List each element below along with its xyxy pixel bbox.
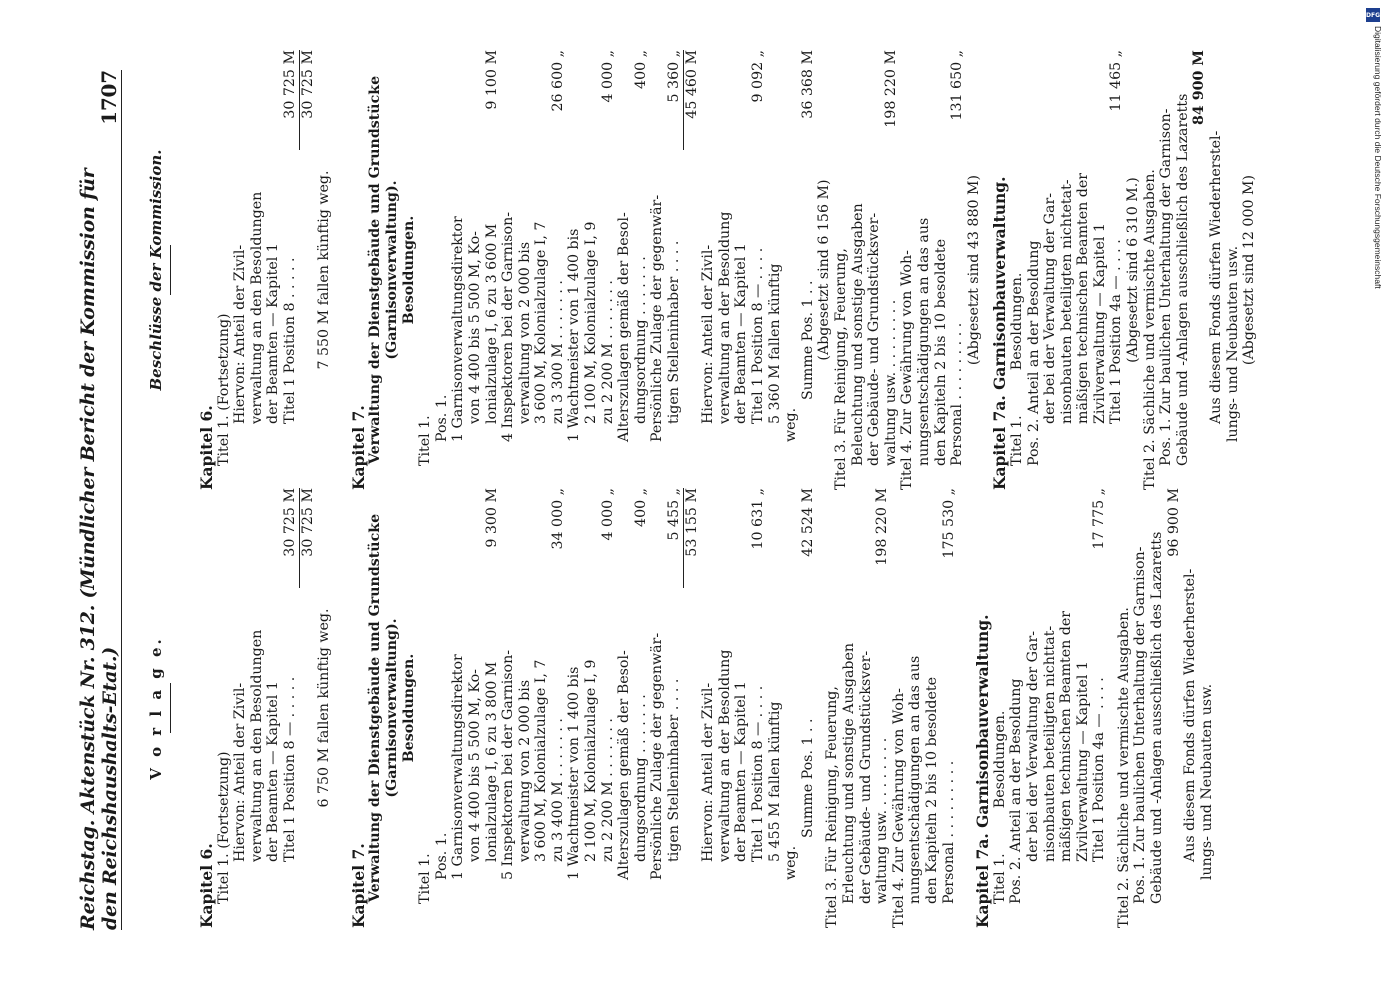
document-line bbox=[1042, 50, 1059, 490]
line-text: verwaltung von 2 000 bis bbox=[516, 241, 533, 424]
line-text: den Kapiteln 2 bis 10 besoldete bbox=[923, 676, 940, 904]
amount: 198 220 M bbox=[882, 50, 899, 128]
amount: 10 631 „ bbox=[750, 488, 766, 550]
line-text: Titel 1. bbox=[417, 853, 434, 904]
line-text: Besoldungen. bbox=[400, 653, 417, 763]
line-text: zu 2 200 M . . . . . . . bbox=[599, 280, 616, 424]
line-text: dungsordnung . . . . . . . bbox=[632, 694, 649, 862]
document-line bbox=[683, 488, 701, 928]
document-line bbox=[1142, 50, 1159, 490]
line-text: Hiervon: Anteil der Zivil- bbox=[700, 682, 717, 862]
document-line bbox=[1166, 488, 1183, 928]
line-text: Titel 1 Position 4a — . . . . bbox=[1108, 239, 1125, 424]
document-line bbox=[1025, 488, 1042, 928]
line-text: Persönliche Zulage der gegenwär- bbox=[649, 632, 666, 880]
amount: 400 „ bbox=[632, 50, 649, 89]
line-text: Verwaltung der Dienstgebäude und Grundstücke bbox=[367, 513, 384, 903]
amount: 26 600 „ bbox=[549, 50, 566, 112]
document-line bbox=[616, 488, 633, 928]
document-line bbox=[899, 50, 916, 490]
page-header bbox=[77, 70, 122, 930]
document-line bbox=[649, 50, 666, 490]
amount: 400 „ bbox=[632, 488, 649, 527]
line-text: nungsentschädigungen an das aus bbox=[915, 217, 932, 466]
document-line bbox=[401, 488, 418, 928]
line-text: weg. bbox=[783, 407, 800, 442]
line-text: der Beamten — Kapitel 1 bbox=[733, 681, 750, 862]
document-line bbox=[1058, 488, 1075, 928]
line-text: Summe Pos. 1 . . bbox=[799, 280, 816, 400]
document-line bbox=[1075, 50, 1092, 490]
line-text: Titel 2. Sächliche und vermischte Ausgaben. bbox=[1115, 607, 1132, 928]
line-text: Alterszulagen gemäß der Besol- bbox=[616, 212, 633, 442]
column-title-vorlage: V o r l a g e. bbox=[147, 636, 165, 780]
line-text: 3 600 M, Kolonialzulage I, 7 bbox=[533, 221, 550, 424]
line-text: (Abgesetzt sind 43 880 M) bbox=[965, 174, 982, 366]
line-text: der Gebäude- und Grundstücksver- bbox=[857, 650, 874, 904]
document-line bbox=[633, 50, 650, 490]
document-line bbox=[299, 50, 317, 490]
document-line bbox=[316, 488, 333, 928]
document-line bbox=[583, 488, 600, 928]
line-text: Pos. 1. Zur baulichen Unterhaltung der Garnison- bbox=[1132, 546, 1149, 904]
line-text: 5 360 M fallen künftig bbox=[766, 263, 783, 424]
line-spacer bbox=[957, 488, 965, 928]
document-line bbox=[733, 488, 750, 928]
line-text: Kapitel 7. bbox=[348, 843, 368, 928]
line-text: Pos. 1. bbox=[433, 394, 450, 442]
document-line bbox=[833, 50, 850, 490]
document-line bbox=[1008, 488, 1025, 928]
line-text: Kapitel 6. bbox=[197, 843, 216, 928]
document-line bbox=[316, 50, 333, 490]
document-line bbox=[384, 50, 401, 490]
title-divider bbox=[170, 245, 171, 295]
document-line bbox=[800, 488, 817, 928]
document-line bbox=[941, 488, 958, 928]
document-line bbox=[384, 488, 401, 928]
line-text: Pos. 1. bbox=[433, 832, 450, 880]
line-text: Aus diesem Fonds dürfen Wiederherstel- bbox=[1182, 568, 1199, 862]
document-line bbox=[891, 488, 908, 928]
document-line bbox=[232, 50, 249, 490]
chapter-heading bbox=[982, 50, 1009, 490]
line-text: tigen Stelleninhaber . . . . bbox=[666, 678, 683, 862]
line-text: Kapitel 7a. Garnisonbauverwaltung. bbox=[990, 176, 1010, 490]
document-line bbox=[1009, 50, 1026, 490]
line-spacer bbox=[333, 50, 341, 490]
column-beschluesse bbox=[148, 50, 1258, 490]
chapter-heading bbox=[189, 50, 216, 490]
line-text: Kapitel 7. bbox=[348, 405, 368, 490]
line-text: 3 600 M, Kolonialzulage I, 7 bbox=[533, 659, 550, 862]
line-spacer bbox=[1108, 488, 1116, 928]
line-text: Titel 1 Position 4a — . . . . bbox=[1091, 677, 1108, 862]
line-text: Hiervon: Anteil der Zivil- bbox=[700, 244, 717, 424]
document-line bbox=[1132, 488, 1149, 928]
document-line bbox=[517, 50, 534, 490]
line-text: 6 750 M fallen künftig weg. bbox=[316, 608, 333, 808]
amount: 17 775 „ bbox=[1091, 488, 1108, 550]
document-line bbox=[1042, 488, 1059, 928]
line-text: verwaltung an der Besoldung bbox=[716, 649, 733, 862]
line-text: 5 Inspektoren bei der Garnison- bbox=[500, 650, 517, 880]
line-text: Pos. 2. Anteil an der Besoldung bbox=[1025, 240, 1042, 466]
amount: 30 725 M bbox=[281, 488, 298, 557]
document-line bbox=[282, 50, 299, 490]
line-text: 1 Garnisonverwaltungsdirektor bbox=[450, 216, 467, 442]
line-text: Titel 4. Zur Gewährung von Woh- bbox=[890, 688, 907, 928]
line-text: nisonbauten beteiligten nichttat- bbox=[1041, 625, 1058, 862]
document-line bbox=[1182, 488, 1199, 928]
line-text: lungs- und Neubauten usw. bbox=[1198, 683, 1215, 880]
line-text: Titel 3. Für Reinigung, Feuerung, bbox=[824, 686, 841, 928]
line-text: lonialzulage I, 6 zu 3 800 M bbox=[483, 661, 500, 862]
line-text: (Garnisonverwaltung). bbox=[383, 180, 400, 360]
document-line bbox=[216, 50, 233, 490]
line-text: 2 100 M, Kolonialzulage I, 9 bbox=[583, 659, 600, 862]
line-text: Titel 1. bbox=[417, 415, 434, 466]
amount: 131 650 „ bbox=[949, 50, 966, 121]
amount: 11 465 „ bbox=[1108, 50, 1125, 112]
line-text: Hiervon: Anteil der Zivil- bbox=[232, 682, 249, 862]
document-line bbox=[1059, 50, 1076, 490]
header-title: Reichstag. Aktenstück Nr. 312. (Mündlicher Bericht der Kommission für den Reichshaushalts-Etat.) bbox=[77, 168, 121, 930]
document-line bbox=[717, 488, 734, 928]
line-text: von 4 400 bis 5 500 M, Ko- bbox=[466, 669, 483, 862]
document-line bbox=[282, 488, 299, 928]
dfg-logo: DFG bbox=[1366, 8, 1380, 22]
line-text: verwaltung an den Besoldungen bbox=[248, 191, 265, 424]
amount: 30 725 M bbox=[299, 50, 317, 150]
document-line bbox=[1116, 488, 1133, 928]
line-text: (Abgesetzt sind 6 156 M) bbox=[816, 179, 833, 361]
line-text: Zivilverwaltung — Kapitel 1 bbox=[1074, 661, 1091, 862]
line-text: der Beamten — Kapitel 1 bbox=[265, 681, 282, 862]
line-text: Titel 1 Position 8 — . . . . bbox=[750, 247, 766, 424]
amount: 42 524 M bbox=[799, 488, 816, 557]
amount: 96 900 M bbox=[1165, 488, 1182, 557]
line-text: Verwaltung der Dienstgebäude und Grundstücke bbox=[367, 75, 384, 465]
line-text: den Kapiteln 2 bis 10 besoldete bbox=[932, 238, 949, 466]
amount: 5 360 „ bbox=[666, 50, 683, 103]
chapter-heading bbox=[965, 488, 992, 928]
line-text: Pos. 2. Anteil an der Besoldung bbox=[1008, 678, 1025, 904]
line-text: zu 3 300 M . . . . . . . bbox=[549, 280, 566, 424]
document-line bbox=[883, 50, 900, 490]
line-text: Titel 4. Zur Gewährung von Woh- bbox=[899, 250, 916, 490]
document-line bbox=[1175, 50, 1192, 490]
document-line bbox=[450, 50, 467, 490]
line-text: mäßigen technischen Beamten der bbox=[1058, 610, 1075, 862]
line-text: Aus diesem Fonds dürfen Wiederherstel- bbox=[1208, 130, 1225, 424]
column-title-beschluesse: Beschlüsse der Kommission. bbox=[147, 149, 165, 391]
line-spacer bbox=[816, 488, 824, 928]
line-text: Alterszulagen gemäß der Besol- bbox=[616, 650, 633, 880]
document-line bbox=[367, 488, 384, 928]
line-text: Titel 1. (Fortsetzung) bbox=[215, 313, 232, 466]
document-line bbox=[1026, 50, 1043, 490]
document-line bbox=[649, 488, 666, 928]
document-line bbox=[783, 488, 800, 928]
line-text: der Beamten — Kapitel 1 bbox=[265, 243, 282, 424]
document-line bbox=[417, 50, 434, 490]
amount: 53 155 M bbox=[683, 488, 701, 588]
document-line bbox=[816, 50, 833, 490]
line-text: waltung usw. . . . . . . . . bbox=[882, 299, 899, 466]
document-line bbox=[1225, 50, 1242, 490]
amount: 4 000 „ bbox=[599, 488, 616, 541]
line-text: Personal . . . . . . . . . bbox=[940, 760, 957, 904]
document-line bbox=[750, 50, 767, 490]
line-text: waltung usw. . . . . . . . . bbox=[874, 737, 891, 904]
document-line bbox=[1158, 50, 1175, 490]
line-text: Gebäude und -Anlagen ausschließlich des Lazaretts bbox=[1149, 531, 1166, 904]
line-text: Summe Pos. 1 . . bbox=[799, 718, 816, 838]
document-line bbox=[299, 488, 317, 928]
document-line bbox=[992, 488, 1009, 928]
document-line bbox=[401, 50, 418, 490]
amount: 45 460 M bbox=[683, 50, 701, 150]
document-line bbox=[1125, 50, 1142, 490]
line-text: (Abgesetzt sind 6 310 M.) bbox=[1125, 177, 1142, 363]
line-text: zu 2 200 M . . . . . . . bbox=[599, 718, 616, 862]
line-text: 5 455 M fallen künftig bbox=[766, 701, 783, 862]
line-text: der Beamten — Kapitel 1 bbox=[733, 243, 750, 424]
line-text: verwaltung an der Besoldung bbox=[716, 211, 733, 424]
document-line bbox=[500, 50, 517, 490]
document-line bbox=[717, 50, 734, 490]
document-line bbox=[750, 488, 767, 928]
chapter-heading bbox=[189, 488, 216, 928]
document-line bbox=[1108, 50, 1125, 490]
document-line bbox=[767, 488, 784, 928]
line-text: zu 3 400 M . . . . . . . bbox=[549, 718, 566, 862]
document-line bbox=[249, 50, 266, 490]
line-text: der bei der Verwaltung der Gar- bbox=[1024, 630, 1041, 862]
chapter-heading bbox=[341, 488, 368, 928]
document-line bbox=[600, 488, 617, 928]
amount: 198 220 M bbox=[874, 488, 891, 566]
amount: 36 368 M bbox=[799, 50, 816, 119]
document-line bbox=[907, 488, 924, 928]
line-text: dungsordnung . . . . . . . bbox=[632, 256, 649, 424]
line-text: Personal . . . . . . . . . bbox=[949, 322, 966, 466]
line-text: Titel 1. (Fortsetzung) bbox=[215, 751, 232, 904]
document-line bbox=[966, 50, 983, 490]
amount: 9 092 „ bbox=[750, 50, 766, 103]
amount: 9 300 M bbox=[483, 488, 500, 548]
line-text: Titel 1 Position 8 — . . . . . bbox=[281, 676, 298, 862]
document-line bbox=[933, 50, 950, 490]
line-text: Kapitel 6. bbox=[197, 405, 216, 490]
document-line bbox=[1075, 488, 1092, 928]
amount: 4 000 „ bbox=[599, 50, 616, 103]
document-line bbox=[924, 488, 941, 928]
line-text: (Garnisonverwaltung). bbox=[383, 618, 400, 798]
line-text: Hiervon: Anteil der Zivil- bbox=[232, 244, 249, 424]
document-line bbox=[484, 50, 501, 490]
document-line bbox=[600, 50, 617, 490]
line-text: Beleuchtung und sonstige Ausgaben bbox=[849, 203, 866, 466]
line-text: Kapitel 7a. Garnisonbauverwaltung. bbox=[973, 614, 993, 928]
document-line bbox=[866, 50, 883, 490]
document-line bbox=[249, 488, 266, 928]
document-line bbox=[550, 50, 567, 490]
vorlage-lines bbox=[189, 488, 1215, 928]
line-text: der Gebäude- und Grundstücksver- bbox=[866, 212, 883, 466]
document-line bbox=[783, 50, 800, 490]
document-line bbox=[533, 50, 550, 490]
document-line bbox=[874, 488, 891, 928]
line-text: von 4 400 bis 5 500 M, Ko- bbox=[466, 231, 483, 424]
document-line bbox=[858, 488, 875, 928]
line-text: Erleuchtung und sonstige Ausgaben bbox=[840, 642, 857, 904]
document-line bbox=[417, 488, 434, 928]
line-text: Gebäude und -Anlagen ausschließlich des Lazaretts bbox=[1174, 93, 1191, 466]
document-line bbox=[566, 50, 583, 490]
line-text: Persönliche Zulage der gegenwär- bbox=[649, 194, 666, 442]
document-line bbox=[633, 488, 650, 928]
document-line bbox=[949, 50, 966, 490]
line-text: verwaltung an den Besoldungen bbox=[248, 629, 265, 862]
line-text: mäßigen technischen Beamten der bbox=[1075, 172, 1092, 424]
document-line bbox=[1208, 50, 1225, 490]
document-line bbox=[550, 488, 567, 928]
document-line bbox=[467, 50, 484, 490]
line-text: Titel 1. Besoldungen. bbox=[1008, 272, 1025, 466]
line-text: lonialzulage I, 6 zu 3 600 M bbox=[483, 223, 500, 424]
chapter-heading bbox=[341, 50, 368, 490]
document-line bbox=[484, 488, 501, 928]
beschluesse-lines bbox=[189, 50, 1258, 490]
line-text: lungs- und Neubauten usw. bbox=[1224, 245, 1241, 442]
document-line bbox=[841, 488, 858, 928]
document-line bbox=[232, 488, 249, 928]
line-text: 1 Wachtmeister von 1 400 bis bbox=[566, 228, 583, 442]
document-line bbox=[583, 50, 600, 490]
document-line bbox=[1191, 50, 1208, 490]
document-line bbox=[467, 488, 484, 928]
line-spacer bbox=[333, 488, 341, 928]
document-line bbox=[850, 50, 867, 490]
line-text: nungsentschädigungen an das aus bbox=[907, 655, 924, 904]
line-text: Titel 1 Position 8 . . . . . bbox=[281, 257, 298, 424]
page-number: 1707 bbox=[97, 70, 121, 125]
document-line bbox=[767, 50, 784, 490]
amount: 34 000 „ bbox=[549, 488, 566, 550]
document-line bbox=[700, 50, 717, 490]
line-text: Zivilverwaltung — Kapitel 1 bbox=[1091, 223, 1108, 424]
line-text: Titel 1 Position 8 — . . . . bbox=[750, 685, 766, 862]
line-text: verwaltung von 2 000 bis bbox=[516, 679, 533, 862]
line-text: der bei der Verwaltung der Gar- bbox=[1042, 192, 1059, 424]
document-line bbox=[434, 50, 451, 490]
line-text: Besoldungen. bbox=[400, 215, 417, 325]
document-line bbox=[916, 50, 933, 490]
document-line bbox=[1149, 488, 1166, 928]
line-text: Titel 3. Für Reinigung, Feuerung, bbox=[832, 248, 849, 490]
line-text: Pos. 1. Zur baulichen Unterhaltung der Garnison- bbox=[1158, 108, 1175, 466]
document-line bbox=[434, 488, 451, 928]
document-line bbox=[824, 488, 841, 928]
document-line bbox=[1241, 50, 1258, 490]
document-line bbox=[683, 50, 701, 490]
line-text: weg. bbox=[783, 845, 800, 880]
amount: 5 455 „ bbox=[666, 488, 683, 541]
document-line bbox=[1091, 488, 1108, 928]
document-line bbox=[566, 488, 583, 928]
document-line bbox=[265, 488, 282, 928]
document-line bbox=[733, 50, 750, 490]
line-text: Titel 1. Besoldungen. bbox=[991, 710, 1008, 904]
document-line bbox=[1199, 488, 1216, 928]
line-text: 2 100 M, Kolonialzulage I, 9 bbox=[583, 221, 600, 424]
document-line bbox=[666, 488, 683, 928]
line-text: 1 Wachtmeister von 1 400 bis bbox=[566, 666, 583, 880]
document-line bbox=[265, 50, 282, 490]
line-text: nisonbauten beteiligten nichtetat- bbox=[1058, 179, 1075, 424]
title-divider bbox=[170, 683, 171, 733]
amount: 175 530 „ bbox=[940, 488, 957, 559]
document-line bbox=[533, 488, 550, 928]
line-text: 1 Garnisonverwaltungsdirektor bbox=[450, 654, 467, 880]
document-line bbox=[800, 50, 817, 490]
document-line bbox=[517, 488, 534, 928]
column-vorlage bbox=[148, 488, 1215, 928]
document-line bbox=[367, 50, 384, 490]
document-line bbox=[500, 488, 517, 928]
document-line bbox=[616, 50, 633, 490]
line-text: tigen Stelleninhaber . . . . bbox=[666, 240, 683, 424]
line-text: 7 550 M fallen künftig weg. bbox=[316, 170, 333, 370]
line-text: (Abgesetzt sind 12 000 M) bbox=[1241, 174, 1258, 366]
amount: 30 725 M bbox=[281, 50, 298, 119]
amount: 30 725 M bbox=[299, 488, 317, 588]
document-line bbox=[700, 488, 717, 928]
line-text: 4 Inspektoren bei der Garnison- bbox=[500, 212, 517, 442]
line-text: Titel 2. Sächliche und vermischte Ausgaben. bbox=[1141, 169, 1158, 490]
amount: 84 900 M bbox=[1191, 50, 1208, 125]
document-line bbox=[216, 488, 233, 928]
dfg-notice: Digitalisierung gefördert durch die Deutsche Forschungsgemeinschaft bbox=[1373, 26, 1383, 289]
document-line bbox=[450, 488, 467, 928]
document-line bbox=[666, 50, 683, 490]
amount: 9 100 M bbox=[483, 50, 500, 110]
document-line bbox=[1092, 50, 1109, 490]
